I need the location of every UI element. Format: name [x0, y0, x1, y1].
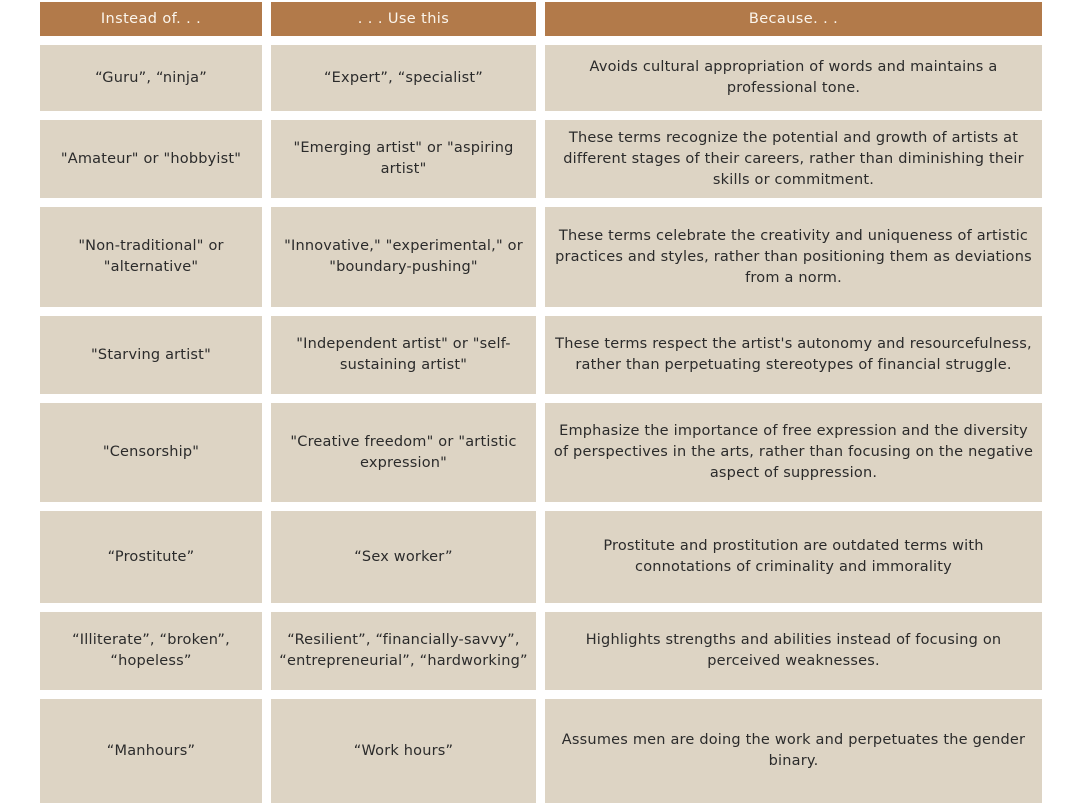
table-row — [40, 699, 1042, 803]
instead-cell: “Guru”, “ninja” — [40, 45, 262, 111]
table-row — [40, 207, 1042, 307]
table-header-row — [40, 2, 1042, 36]
table-row — [40, 403, 1042, 502]
because-cell: Prostitute and prostitution are outdated terms with connotations of criminality and immorality — [545, 511, 1042, 603]
because-cell: Assumes men are doing the work and perpetuates the gender binary. — [545, 699, 1042, 803]
because-cell: These terms celebrate the creativity and uniqueness of artistic practices and styles, rather than positioning them as deviations from a norm. — [545, 207, 1042, 307]
use-cell: “Sex worker” — [271, 511, 536, 603]
because-cell: These terms respect the artist's autonomy and resourcefulness, rather than perpetuating stereotypes of financial struggle. — [545, 316, 1042, 394]
instead-cell: “Illiterate”, “broken”, “hopeless” — [40, 612, 262, 690]
table-row — [40, 120, 1042, 198]
use-cell: "Emerging artist" or "aspiring artist" — [271, 120, 536, 198]
table-row — [40, 511, 1042, 603]
use-cell: "Innovative," "experimental," or "boundary-pushing" — [271, 207, 536, 307]
use-cell: “Expert”, “specialist” — [271, 45, 536, 111]
instead-cell: "Censorship" — [40, 403, 262, 502]
use-cell: “Work hours” — [271, 699, 536, 803]
because-cell: Avoids cultural appropriation of words and maintains a professional tone. — [545, 45, 1042, 111]
header-instead-of: Instead of. . . — [40, 2, 262, 36]
instead-cell: "Starving artist" — [40, 316, 262, 394]
table-row — [40, 316, 1042, 394]
because-cell: These terms recognize the potential and growth of artists at different stages of their careers, rather than diminishing their skills or commitment. — [545, 120, 1042, 198]
instead-cell: “Prostitute” — [40, 511, 262, 603]
instead-cell: "Non-traditional" or "alternative" — [40, 207, 262, 307]
because-cell: Highlights strengths and abilities instead of focusing on perceived weaknesses. — [545, 612, 1042, 690]
header-because: Because. . . — [545, 2, 1042, 36]
use-cell: "Creative freedom" or "artistic expression" — [271, 403, 536, 502]
instead-cell: “Manhours” — [40, 699, 262, 803]
use-cell: "Independent artist" or "self-sustaining artist" — [271, 316, 536, 394]
instead-cell: "Amateur" or "hobbyist" — [40, 120, 262, 198]
header-use-this: . . . Use this — [271, 2, 536, 36]
terminology-table — [40, 2, 1042, 803]
table-row — [40, 612, 1042, 690]
table-row — [40, 45, 1042, 111]
use-cell: “Resilient”, “financially-savvy”, “entrepreneurial”, “hardworking” — [271, 612, 536, 690]
because-cell: Emphasize the importance of free expression and the diversity of perspectives in the arts, rather than focusing on the negative aspect of suppression. — [545, 403, 1042, 502]
